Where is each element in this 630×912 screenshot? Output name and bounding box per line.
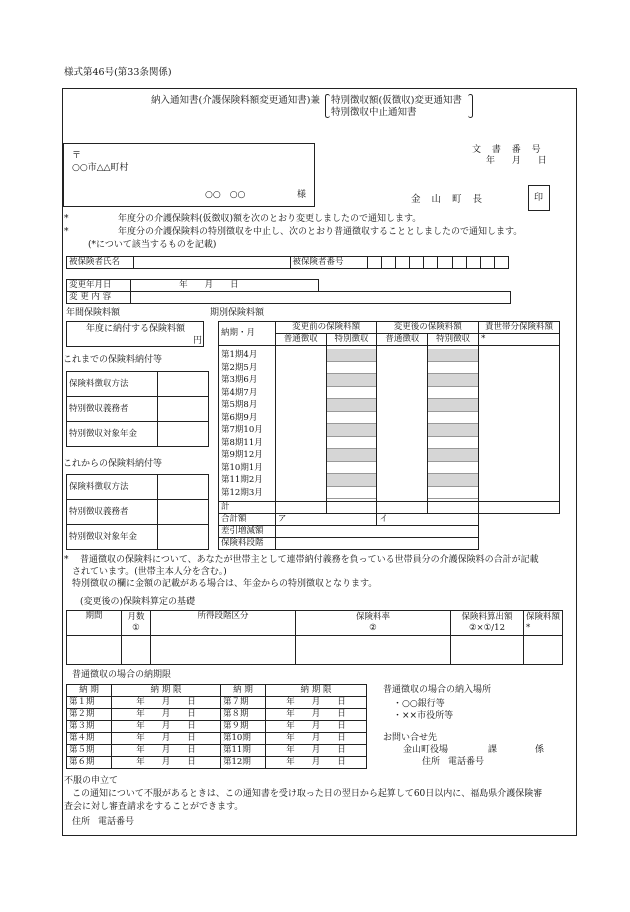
period-list-cell <box>219 346 276 502</box>
appeal-address: 住所 <box>72 817 91 827</box>
special-cell <box>327 387 377 400</box>
postal-mark: 〒 <box>72 151 82 161</box>
sub-after-normal: 普通徴収 <box>377 334 428 346</box>
period-row: 第1期4月 <box>221 350 258 360</box>
period-row: 第10期1月 <box>221 462 263 473</box>
row-sum-a: ア <box>275 514 377 526</box>
special-cell <box>327 437 377 450</box>
before-special-col <box>326 346 377 502</box>
contact-office: 金山町役場 <box>403 745 449 755</box>
special-cell <box>327 449 377 462</box>
contact-address: 住所 <box>422 757 441 767</box>
sub-after-special: 特別徴収 <box>428 334 479 346</box>
notice-note: (*について該当するものを記載) <box>88 240 217 250</box>
notice-line-1: 年度分の介護保険料(仮徴収)額を次のとおり変更しましたので通知します。 <box>118 214 422 224</box>
past-heading: これまでの保険料納付等 <box>63 355 163 365</box>
due-period-left: 第４期 <box>67 733 112 745</box>
appeal-line-2: 査会に対し審査請求をすることができます。 <box>64 802 244 812</box>
before-normal-col <box>275 346 326 502</box>
due-period-right: 第12期 <box>221 757 266 769</box>
issuer-mayor: 金 山 町 長 <box>411 194 487 205</box>
basis-col-months-no: ① <box>132 623 140 633</box>
after-normal-col <box>377 346 428 502</box>
change-content-value <box>131 292 511 304</box>
period-list <box>219 346 275 501</box>
due-row <box>67 721 367 733</box>
basis-col-calc-formula: ②×①/12 <box>468 623 505 633</box>
household-col <box>479 346 560 502</box>
due-col-deadline-right: 納 期 限 <box>266 685 367 697</box>
row-sum-b: イ <box>377 514 479 526</box>
due-date-right: 年 月 日 <box>266 733 367 745</box>
due-row <box>67 757 367 769</box>
due-row <box>67 745 367 757</box>
special-cell <box>428 449 478 462</box>
row-stage-label: 保険料段階 <box>219 538 276 550</box>
seal-mark: 印 <box>534 193 544 203</box>
special-cell <box>428 349 478 362</box>
special-cell <box>327 399 377 412</box>
basis-col-calc <box>450 611 523 636</box>
due-period-right: 第７期 <box>221 697 266 709</box>
after-special-col <box>428 346 479 502</box>
future-row-method: 保険料徴収方法 <box>67 475 158 500</box>
col-before: 変更前の保険料額 <box>275 322 377 334</box>
doc-date: 年 月 日 <box>486 156 547 166</box>
sub-before-normal: 普通徴収 <box>275 334 326 346</box>
special-cell <box>428 437 478 450</box>
contact-heading: お問い合せ先 <box>383 733 438 743</box>
insured-info-table <box>66 256 509 269</box>
due-date-right: 年 月 日 <box>266 745 367 757</box>
past-table <box>66 371 209 447</box>
period-row: 第4期7月 <box>221 387 258 398</box>
insured-number-label: 被保険者番号 <box>290 257 368 269</box>
due-row <box>67 733 367 745</box>
period-row: 第7期10月 <box>221 425 263 435</box>
period-row: 第6期9月 <box>221 412 258 423</box>
basis-col-rate <box>295 611 450 636</box>
period-heading: 期別保険料額 <box>210 308 265 318</box>
period-table <box>218 321 560 550</box>
note-line-1: 普通徴収の保険料について、あなたが世帯主として連帯納付義務を負っている世帯員分の介護保険料の合計が記載 <box>80 555 539 565</box>
change-table <box>66 279 511 304</box>
title-alt1: 特別徴収額(仮徴収)変更通知書 <box>331 95 462 106</box>
due-period-left: 第３期 <box>67 721 112 733</box>
note-star: * <box>64 555 69 565</box>
due-row <box>67 697 367 709</box>
basis-col-calc-label: 保険料算出額 <box>461 612 513 622</box>
special-cell <box>327 374 377 387</box>
contact-phone: 電話番号 <box>448 757 485 767</box>
basis-col-amount-label: 保険料額 <box>525 612 560 622</box>
due-table <box>66 684 367 769</box>
special-cell <box>327 349 377 362</box>
annual-unit: 円 <box>193 336 203 346</box>
change-date-label: 変更年月日 <box>67 280 131 292</box>
household-star: * <box>479 334 560 346</box>
past-row-obligor: 特別徴収義務者 <box>67 397 158 422</box>
contact-section: 課 <box>488 745 498 755</box>
doc-number-label: 文 書 番 号 <box>472 145 545 155</box>
due-date-left: 年 月 日 <box>112 721 221 733</box>
appeal-line-1: この通知について不服があるときは、この通知書を受け取った日の翌日から起算して60日以内に、福島県介護保険審 <box>72 789 543 799</box>
special-cell <box>428 387 478 400</box>
contact-staff: 係 <box>535 745 545 755</box>
due-date-left: 年 月 日 <box>112 733 221 745</box>
appeal-phone: 電話番号 <box>98 817 135 827</box>
due-date-right: 年 月 日 <box>266 757 367 769</box>
due-date-left: 年 月 日 <box>112 757 221 769</box>
payment-place-1: ・○○銀行等 <box>393 699 445 709</box>
appeal-heading: 不服の申立て <box>64 776 119 786</box>
due-col-period-left: 納 期 <box>67 685 112 697</box>
due-period-right: 第９期 <box>221 721 266 733</box>
basis-col-rate-no: ② <box>369 623 377 633</box>
due-date-right: 年 月 日 <box>266 721 367 733</box>
special-cell <box>327 474 377 487</box>
due-period-left: 第２期 <box>67 709 112 721</box>
period-row: 第12期3月 <box>221 487 263 498</box>
row-diff-label: 差引増減額 <box>219 526 276 538</box>
basis-col-amount <box>523 611 562 636</box>
basis-col-months-label: 月数 <box>127 612 145 622</box>
basis-table <box>66 610 563 665</box>
form-title: 納入通知書(介護保険料額変更通知書)兼 <box>151 95 320 106</box>
period-row: 第3期6月 <box>221 375 258 385</box>
insured-name-value <box>134 257 290 269</box>
due-period-left: 第５期 <box>67 745 112 757</box>
period-row: 第11期2月 <box>221 475 263 485</box>
addressee-honorific: 様 <box>297 190 307 200</box>
addressee-name: ○○ ○○ <box>205 190 246 200</box>
change-content-label: 変 更 内 容 <box>67 292 131 304</box>
address-town: ○○市△△町村 <box>72 163 129 173</box>
col-household-prefix: 責 <box>485 322 494 332</box>
note-line-2: されています。(世帯主本人分を含む。) <box>72 567 227 577</box>
special-cell <box>327 412 377 425</box>
period-row: 第2期5月 <box>221 362 258 373</box>
col-period: 納期・月 <box>219 322 276 346</box>
col-household-label: 世帯分保険料額 <box>493 322 554 332</box>
special-cell <box>327 362 377 375</box>
due-period-left: 第１期 <box>67 697 112 709</box>
special-cell <box>428 374 478 387</box>
future-row-pension: 特別徴収対象年金 <box>67 525 158 550</box>
past-row-pension: 特別徴収対象年金 <box>67 422 158 447</box>
basis-col-rate-label: 保険料率 <box>355 612 390 622</box>
past-row-method: 保険料徴収方法 <box>67 372 158 397</box>
due-date-right: 年 月 日 <box>266 709 367 721</box>
col-household <box>479 322 560 334</box>
period-row: 第5期8月 <box>221 400 258 410</box>
due-date-left: 年 月 日 <box>112 709 221 721</box>
special-cell <box>428 399 478 412</box>
form-number: 様式第46号(第33条関係) <box>64 67 172 78</box>
due-heading: 普通徴収の場合の納期限 <box>72 670 172 680</box>
period-row: 第9期12月 <box>221 450 263 460</box>
special-cell <box>428 462 478 475</box>
title-brace-left <box>325 94 330 118</box>
basis-col-amount-mark: * <box>525 623 531 633</box>
period-row: 第8期11月 <box>221 437 263 448</box>
insured-name-label: 被保険者氏名 <box>67 257 134 269</box>
future-row-obligor: 特別徴収義務者 <box>67 500 158 525</box>
after-special-cells <box>428 346 478 499</box>
special-cell <box>327 462 377 475</box>
notice-star-2: * <box>64 227 69 237</box>
special-cell <box>428 474 478 487</box>
future-heading: これからの保険料納付等 <box>63 459 163 469</box>
address-box <box>63 143 315 207</box>
due-date-left: 年 月 日 <box>112 745 221 757</box>
notice-line-2: 年度分の介護保険料の特別徴収を中止し、次のとおり普通徴収することとしましたので通知します。 <box>118 227 523 237</box>
annual-heading: 年間保険料額 <box>66 308 121 318</box>
row-total-label: 計 <box>219 502 276 514</box>
due-period-right: 第11期 <box>221 745 266 757</box>
sub-before-special: 特別徴収 <box>326 334 377 346</box>
due-period-right: 第10期 <box>221 733 266 745</box>
basis-col-months <box>121 611 150 636</box>
title-brace-right <box>468 94 473 118</box>
title-alt2: 特別徴収中止通知書 <box>331 107 417 118</box>
due-date-left: 年 月 日 <box>112 697 221 709</box>
due-row <box>67 709 367 721</box>
special-cell <box>428 487 478 500</box>
row-sum-label: 合計額 <box>219 514 276 526</box>
special-cell <box>428 412 478 425</box>
note-line-3: 特別徴収の欄に金額の記載がある場合は、年金からの特別徴収となります。 <box>72 579 378 589</box>
before-special-cells <box>327 346 377 499</box>
basis-col-income: 所得段階区分 <box>150 611 295 636</box>
special-cell <box>327 487 377 500</box>
due-col-period-right: 納 期 <box>221 685 266 697</box>
notice-star-1: * <box>64 214 69 224</box>
basis-col-period: 期間 <box>67 611 122 636</box>
due-date-right: 年 月 日 <box>266 697 367 709</box>
basis-heading: (変更後の)保険料算定の基礎 <box>80 597 196 607</box>
payment-place-2: ・××市役所等 <box>393 711 454 721</box>
annual-label: 年度に納付する保険料額 <box>86 324 186 334</box>
col-after: 変更後の保険料額 <box>377 322 479 334</box>
due-period-right: 第８期 <box>221 709 266 721</box>
due-period-left: 第６期 <box>67 757 112 769</box>
special-cell <box>428 424 478 437</box>
future-table <box>66 474 209 550</box>
special-cell <box>428 362 478 375</box>
change-date-value: 年 月 日 <box>131 280 319 292</box>
due-col-deadline-left: 納 期 限 <box>112 685 221 697</box>
payment-heading: 普通徴収の場合の納入場所 <box>383 685 492 695</box>
special-cell <box>327 424 377 437</box>
